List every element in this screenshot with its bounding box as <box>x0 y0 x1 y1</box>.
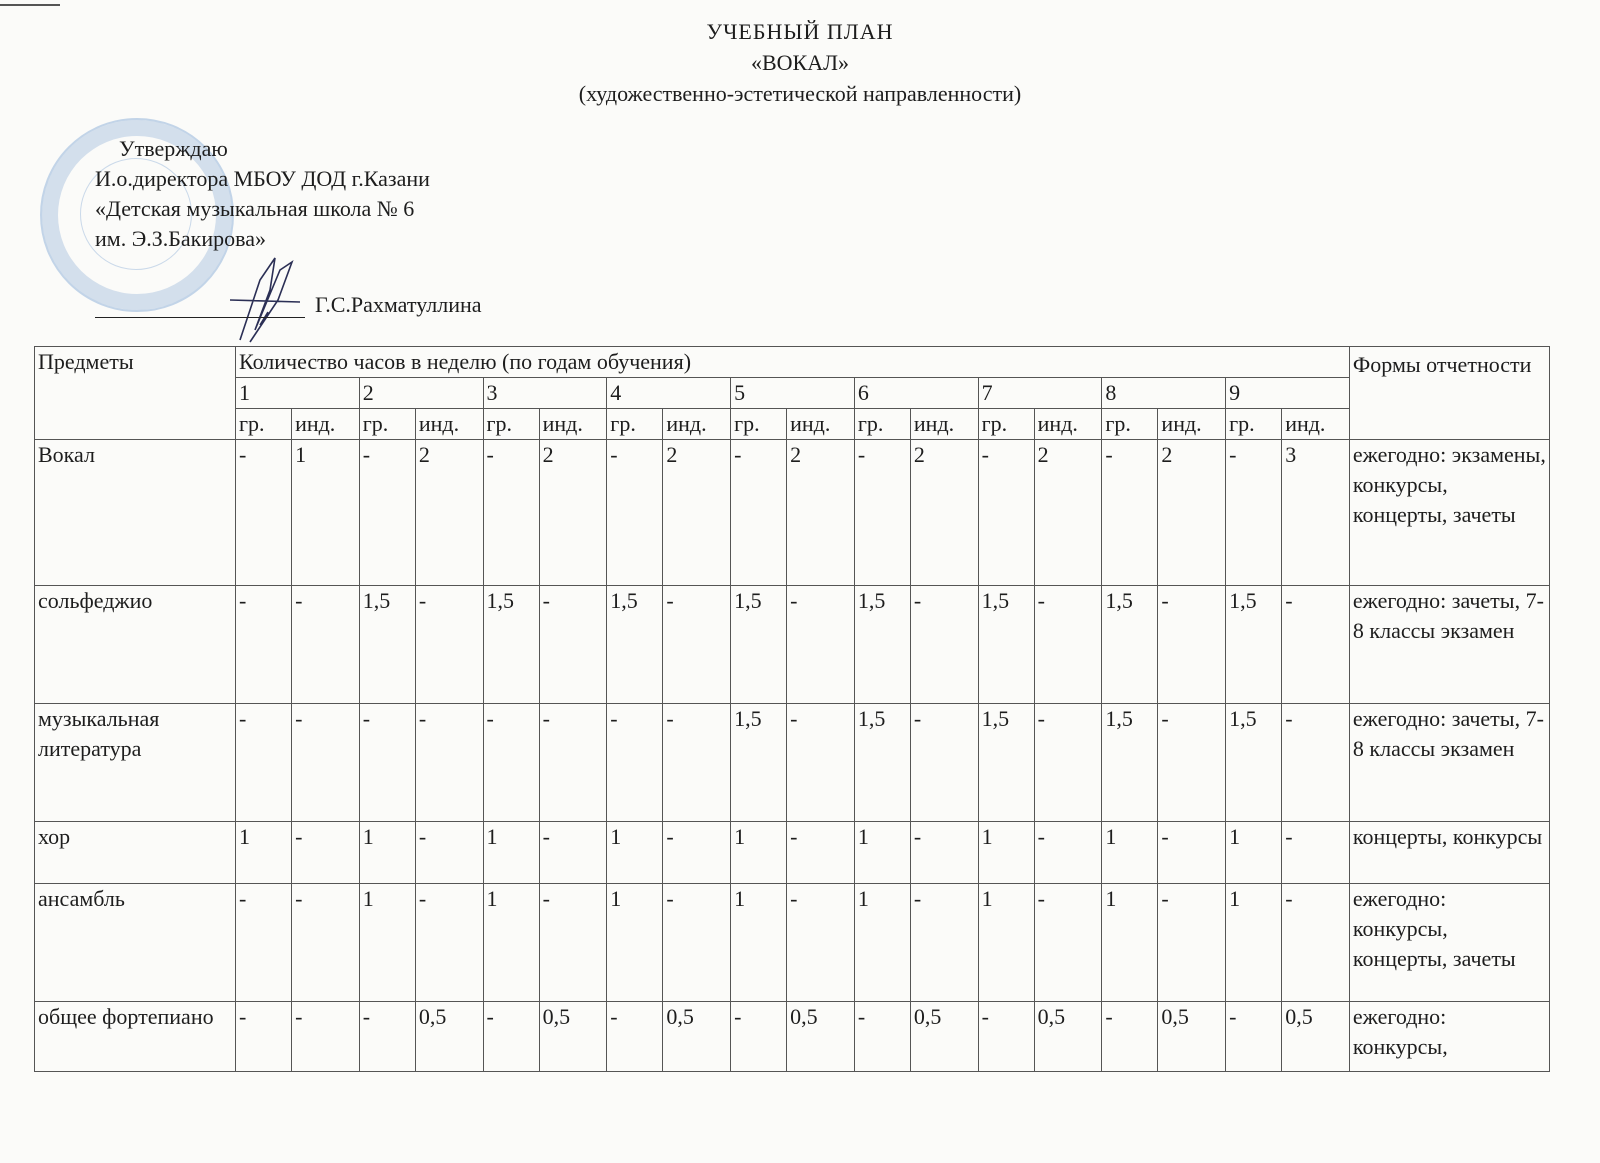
hours-cell: 1 <box>854 884 910 1002</box>
group-subheader: гр. <box>483 409 539 440</box>
hours-cell: 0,5 <box>787 1002 855 1072</box>
hours-cell: - <box>292 704 360 822</box>
hours-cell: 0,5 <box>1158 1002 1226 1072</box>
year-header: 7 <box>978 378 1102 409</box>
hours-cell: - <box>236 1002 292 1072</box>
year-header: 6 <box>854 378 978 409</box>
hours-cell: - <box>1034 884 1102 1002</box>
hours-cell: 0,5 <box>415 1002 483 1072</box>
page-bottom-margin <box>0 1108 1600 1163</box>
year-header: 9 <box>1226 378 1350 409</box>
subject-cell: ансамбль <box>35 884 236 1002</box>
individual-subheader: инд. <box>1034 409 1102 440</box>
hours-cell: - <box>292 1002 360 1072</box>
hours-cell: 1 <box>607 822 663 884</box>
hours-cell: - <box>483 704 539 822</box>
approval-line-2: И.о.директора МБОУ ДОД г.Казани <box>95 166 430 191</box>
year-header: 8 <box>1102 378 1226 409</box>
hours-cell: 3 <box>1282 440 1350 586</box>
hours-cell: - <box>731 1002 787 1072</box>
hours-cell: - <box>1226 1002 1282 1072</box>
table-body <box>35 440 1550 1072</box>
hours-cell: - <box>1282 586 1350 704</box>
header-forms <box>1349 347 1549 440</box>
hours-cell: 1 <box>978 822 1034 884</box>
hours-cell: - <box>539 884 607 1002</box>
hours-cell: - <box>787 704 855 822</box>
hours-cell: - <box>910 884 978 1002</box>
hours-cell: - <box>292 822 360 884</box>
hours-cell: 0,5 <box>1034 1002 1102 1072</box>
subject-cell: музыкальная литература <box>35 704 236 822</box>
header-hours: Количество часов в неделю (по годам обучения) <box>236 347 1350 378</box>
hours-cell: - <box>1282 822 1350 884</box>
hours-cell: 2 <box>663 440 731 586</box>
hours-cell: 2 <box>415 440 483 586</box>
hours-cell: 1 <box>978 884 1034 1002</box>
hours-cell: - <box>1158 704 1226 822</box>
group-subheader: гр. <box>731 409 787 440</box>
table-row <box>35 884 1550 1002</box>
hours-cell: 2 <box>539 440 607 586</box>
hours-cell: 1,5 <box>978 704 1034 822</box>
hours-cell: 2 <box>787 440 855 586</box>
hours-cell: 1 <box>1102 884 1158 1002</box>
header-subject: Предметы <box>35 347 236 440</box>
hours-cell: - <box>854 1002 910 1072</box>
hours-cell: - <box>910 822 978 884</box>
hours-cell: - <box>1282 884 1350 1002</box>
individual-subheader: инд. <box>663 409 731 440</box>
hours-cell: - <box>415 822 483 884</box>
table-row <box>35 586 1550 704</box>
hours-cell: 1,5 <box>731 704 787 822</box>
hours-cell: - <box>978 1002 1034 1072</box>
hours-cell: 2 <box>1158 440 1226 586</box>
hours-cell: - <box>292 884 360 1002</box>
hours-cell: 1 <box>1226 884 1282 1002</box>
hours-cell: - <box>910 704 978 822</box>
hours-cell: 1 <box>483 884 539 1002</box>
hours-cell: 1,5 <box>359 586 415 704</box>
individual-subheader: инд. <box>539 409 607 440</box>
subject-cell: общее фортепиано <box>35 1002 236 1072</box>
year-header: 3 <box>483 378 607 409</box>
table-row <box>35 1002 1550 1072</box>
individual-subheader: инд. <box>415 409 483 440</box>
hours-cell: - <box>663 586 731 704</box>
hours-cell: - <box>1034 586 1102 704</box>
hours-cell: - <box>415 586 483 704</box>
hours-cell: 1,5 <box>607 586 663 704</box>
hours-cell: - <box>483 440 539 586</box>
hours-cell: - <box>1158 884 1226 1002</box>
report-form-cell: ежегодно: зачеты, 7-8 классы экзамен <box>1349 704 1549 822</box>
hours-cell: 0,5 <box>910 1002 978 1072</box>
hours-cell: - <box>1158 822 1226 884</box>
hours-cell: 1,5 <box>854 704 910 822</box>
hours-cell: - <box>663 704 731 822</box>
title-line-1: УЧЕБНЫЙ ПЛАН <box>706 19 894 44</box>
hours-cell: - <box>978 440 1034 586</box>
year-header: 4 <box>607 378 731 409</box>
hours-cell: 0,5 <box>663 1002 731 1072</box>
individual-subheader: инд. <box>1158 409 1226 440</box>
hours-cell: 1 <box>483 822 539 884</box>
hours-cell: 0,5 <box>539 1002 607 1072</box>
year-header: 5 <box>731 378 855 409</box>
group-subheader: гр. <box>359 409 415 440</box>
hours-cell: - <box>663 822 731 884</box>
hours-cell: 1 <box>731 884 787 1002</box>
hours-cell: - <box>292 586 360 704</box>
report-form-cell: ежегодно: конкурсы, концерты, зачеты <box>1349 884 1549 1002</box>
hours-cell: - <box>1158 586 1226 704</box>
document-title <box>0 16 1600 109</box>
hours-cell: 1 <box>292 440 360 586</box>
hours-cell: 1 <box>359 884 415 1002</box>
curriculum-table <box>34 346 1550 1072</box>
hours-cell: - <box>236 704 292 822</box>
hours-cell: - <box>731 440 787 586</box>
approval-line-3: «Детская музыкальная школа № 6 <box>95 196 415 221</box>
table-row <box>35 822 1550 884</box>
year-header: 2 <box>359 378 483 409</box>
hours-cell: 1 <box>607 884 663 1002</box>
hours-cell: - <box>236 586 292 704</box>
hours-cell: - <box>1034 704 1102 822</box>
hours-cell: 1 <box>236 822 292 884</box>
individual-subheader: инд. <box>910 409 978 440</box>
hours-cell: 1,5 <box>1226 704 1282 822</box>
hours-cell: - <box>236 440 292 586</box>
hours-cell: 1 <box>1102 822 1158 884</box>
corner-mark <box>0 4 60 12</box>
hours-cell: - <box>663 884 731 1002</box>
hours-cell: - <box>359 704 415 822</box>
report-form-cell: ежегодно: конкурсы, <box>1349 1002 1549 1072</box>
hours-cell: - <box>539 822 607 884</box>
hours-cell: 1 <box>854 822 910 884</box>
hours-cell: 1,5 <box>731 586 787 704</box>
table-row <box>35 440 1550 586</box>
hours-cell: 1,5 <box>1102 586 1158 704</box>
hours-cell: 1,5 <box>1226 586 1282 704</box>
approval-line-1: Утверждаю <box>119 136 228 161</box>
hours-cell: - <box>359 1002 415 1072</box>
hours-cell: - <box>483 1002 539 1072</box>
year-header: 1 <box>236 378 360 409</box>
subheader-row <box>35 409 1550 440</box>
hours-cell: - <box>787 884 855 1002</box>
year-header-row <box>35 378 1550 409</box>
signature-line <box>95 292 482 318</box>
hours-cell: 1,5 <box>483 586 539 704</box>
hours-cell: - <box>539 704 607 822</box>
group-subheader: гр. <box>854 409 910 440</box>
group-subheader: гр. <box>236 409 292 440</box>
hours-cell: - <box>1102 440 1158 586</box>
individual-subheader: инд. <box>1282 409 1350 440</box>
group-subheader: гр. <box>978 409 1034 440</box>
subject-cell: сольфеджио <box>35 586 236 704</box>
hours-cell: 1,5 <box>978 586 1034 704</box>
hours-cell: - <box>787 586 855 704</box>
hours-cell: - <box>607 440 663 586</box>
hours-cell: - <box>1102 1002 1158 1072</box>
hours-cell: - <box>607 1002 663 1072</box>
hours-cell: 2 <box>1034 440 1102 586</box>
approval-block <box>95 134 430 254</box>
report-form-cell: ежегодно: экзамены, конкурсы, концерты, зачеты <box>1349 440 1549 586</box>
hours-cell: - <box>415 704 483 822</box>
report-form-cell: концерты, конкурсы <box>1349 822 1549 884</box>
hours-cell: - <box>1282 704 1350 822</box>
subject-cell: Вокал <box>35 440 236 586</box>
hours-cell: 1,5 <box>1102 704 1158 822</box>
subject-cell: хор <box>35 822 236 884</box>
signer-name: Г.С.Рахматуллина <box>315 292 482 317</box>
header-forms-label: Формы отчетности <box>1352 352 1532 377</box>
title-line-2: «ВОКАЛ» <box>750 50 850 75</box>
hours-cell: 1 <box>359 822 415 884</box>
report-form-cell: ежегодно: зачеты, 7-8 классы экзамен <box>1349 586 1549 704</box>
hours-cell: - <box>359 440 415 586</box>
hours-cell: - <box>787 822 855 884</box>
hours-cell: - <box>1034 822 1102 884</box>
individual-subheader: инд. <box>787 409 855 440</box>
group-subheader: гр. <box>607 409 663 440</box>
hours-cell: - <box>854 440 910 586</box>
title-line-3: (художественно-эстетической направленности) <box>578 81 1022 106</box>
hours-cell: 1 <box>731 822 787 884</box>
hours-cell: 1 <box>1226 822 1282 884</box>
individual-subheader: инд. <box>292 409 360 440</box>
hours-cell: 1,5 <box>854 586 910 704</box>
hours-cell: - <box>539 586 607 704</box>
hours-cell: - <box>607 704 663 822</box>
hours-cell: 0,5 <box>1282 1002 1350 1072</box>
hours-cell: - <box>415 884 483 1002</box>
hours-cell: - <box>236 884 292 1002</box>
table-row <box>35 704 1550 822</box>
approval-line-4: им. Э.З.Бакирова» <box>95 226 266 251</box>
group-subheader: гр. <box>1102 409 1158 440</box>
group-subheader: гр. <box>1226 409 1282 440</box>
hours-cell: - <box>1226 440 1282 586</box>
hours-cell: 2 <box>910 440 978 586</box>
hours-cell: - <box>910 586 978 704</box>
